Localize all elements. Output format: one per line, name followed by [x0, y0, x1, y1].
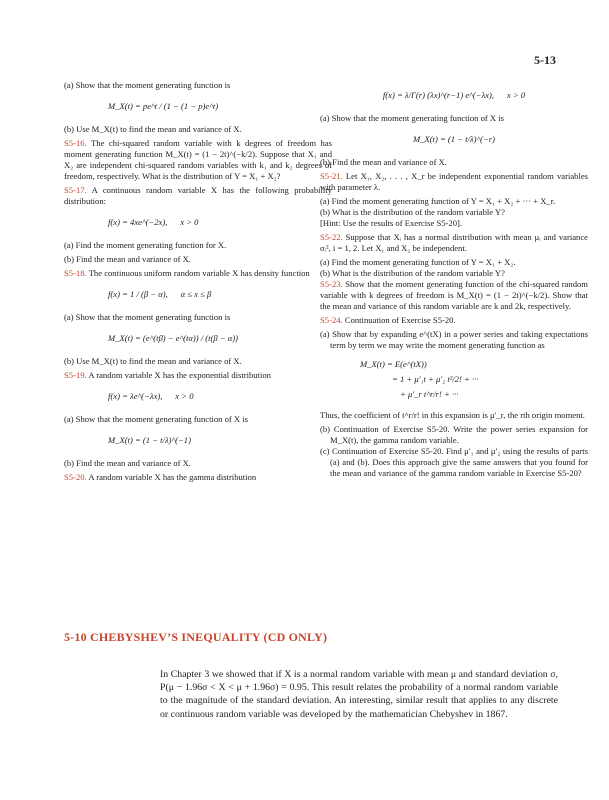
exercise-s5-16 — [64, 138, 332, 182]
exercise-number: S5-18. — [64, 268, 87, 278]
exercise-text: A random variable X has the gamma distribution — [88, 472, 257, 482]
exercise-s5-18 — [64, 268, 332, 279]
exercise-text: The continuous uniform random variable X has density function — [88, 268, 310, 278]
part-a: (a) Show that the moment generating function is — [64, 312, 231, 322]
paragraph: Thus, the coefficient of t^r/r! in this expansion is μ′_r, the rth origin moment. — [320, 410, 585, 420]
part-a: (a) Show that by expanding e^(tX) in a power series and taking expectations term by term we may write the moment generating function as — [320, 329, 588, 350]
part-a: (a) Find the moment generating function of Y = X₁ + X₂ + ··· + X_r. — [320, 196, 556, 206]
part-a: (a) Find the moment generating function for X. — [64, 240, 227, 250]
equation: f(x) = λ/Γ(r) (λx)^(r−1) e^(−λx), x > 0 — [382, 90, 526, 100]
exercise-number: S5-23. — [320, 279, 343, 289]
part-a: (a) Show that the moment generating function is — [64, 80, 231, 90]
equation: M_X(t) = (1 − t/λ)^(−r) — [412, 134, 496, 144]
exercise-s5-19 — [64, 370, 332, 381]
exercise-text: Suppose that Xᵢ has a normal distribution with mean μᵢ and variance σᵢ², i = 1, 2. Let X₁ and X₂ be independent. — [320, 232, 588, 253]
exercise-number: S5-24. — [320, 315, 343, 325]
equation: f(x) = 1 / (β − α), α ≤ x ≤ β — [108, 289, 212, 299]
part-c: (c) Continuation of Exercise S5-20. Find μ′₁ and μ′₂ using the results of parts (a) and (b). Does this approach give the same answers that you found for the mean and variance of the gamma random variable in Exercise S5-20? — [320, 446, 588, 478]
part-b: (b) Find the mean and variance of X. — [64, 458, 191, 468]
exercise-number: S5-17. — [64, 185, 87, 195]
part-a: (a) Show that the moment generating function of X is — [64, 414, 249, 424]
part-b: (b) Continuation of Exercise S5-20. Write the power series expansion for M_X(t), the gamma random variable. — [320, 424, 588, 445]
part-b: (b) What is the distribution of the random variable Y? — [320, 268, 505, 278]
section-title: 5-10 CHEBYSHEV’S INEQUALITY (CD ONLY) — [64, 630, 328, 644]
equation: + μ′_r t^r/r! + ··· — [400, 389, 459, 399]
right-column — [320, 80, 588, 479]
part-a: (a) Find the moment generating function of Y = X₁ + X₂. — [320, 257, 516, 267]
exercise-text: Continuation of Exercise S5-20. — [344, 315, 456, 325]
exercise-s5-17 — [64, 185, 332, 207]
exercise-s5-20 — [64, 472, 332, 483]
part-a: (a) Show that the moment generating function of X is — [320, 113, 505, 123]
exercise-number: S5-20. — [64, 472, 87, 482]
equation: M_X(t) = (e^(tβ) − e^(tα)) / (t(β − α)) — [108, 333, 239, 343]
exercise-text: A continuous random variable X has the following probability distribution: — [64, 185, 332, 206]
part-b: (b) What is the distribution of the random variable Y? — [320, 207, 505, 217]
equation: M_X(t) = E(e^(tX)) — [360, 359, 427, 369]
equation: = 1 + μ′₁t + μ′₂ t²/2! + ··· — [392, 374, 479, 384]
exercise-number: S5-16. — [64, 138, 87, 148]
equation: f(x) = λe^(−λx), x > 0 — [108, 391, 194, 401]
exercise-number: S5-22. — [320, 232, 343, 242]
equation: f(x) = 4xe^(−2x), x > 0 — [108, 217, 199, 227]
part-b: (b) Use M_X(t) to find the mean and variance of X. — [64, 356, 242, 366]
exercise-number: S5-19. — [64, 370, 87, 380]
page-number: 5-13 — [534, 53, 556, 67]
exercise-s5-22 — [320, 232, 588, 254]
part-b: (b) Find the mean and variance of X. — [320, 157, 447, 167]
exercise-text: Let X₁, X₂, . . . , X_r be independent exponential random variables with parameter λ. — [320, 171, 588, 192]
equation: M_X(t) = pe^t / (1 − (1 − p)e^t) — [108, 101, 219, 111]
exercise-s5-21 — [320, 171, 588, 193]
equation: M_X(t) = (1 − t/λ)^(−1) — [108, 435, 191, 445]
exercise-text: A random variable X has the exponential distribution — [88, 370, 271, 380]
exercise-text: The chi-squared random variable with k degrees of freedom has moment generating function M_X(t) = (1 − 2t)^(−k/2). Suppose that X₁ and X₂ are independent chi-squared random variables with k₁ and k₂ degrees of freedom, respectively. What is the distribution of Y = X₁ + X₂? — [64, 138, 332, 181]
exercise-number: S5-21. — [320, 171, 343, 181]
hint: [Hint: Use the results of Exercise S5-20]. — [320, 218, 463, 228]
part-b: (b) Find the mean and variance of X. — [64, 254, 191, 264]
exercise-text: Show that the moment generating function of the chi-squared random variable with k degrees of freedom is M_X(t) = (1 − 2t)^(−k/2). Show that the mean and variance of this random variable are k and 2k, respectively. — [320, 279, 588, 311]
exercise-s5-23 — [320, 279, 588, 312]
part-b: (b) Use M_X(t) to find the mean and variance of X. — [64, 124, 242, 134]
section-paragraph: In Chapter 3 we showed that if X is a normal random variable with mean μ and standard deviation σ, P(μ − 1.96σ < X < μ + 1.96σ) = 0.95. This result relates the probability of a normal random variable to the magnitude of the standard deviation. An interesting, similar result that applies to any discrete or continuous random variable was developed by the mathematician Chebyshev in 1867. — [160, 668, 558, 720]
exercise-s5-24 — [320, 315, 588, 326]
left-column — [64, 80, 332, 486]
